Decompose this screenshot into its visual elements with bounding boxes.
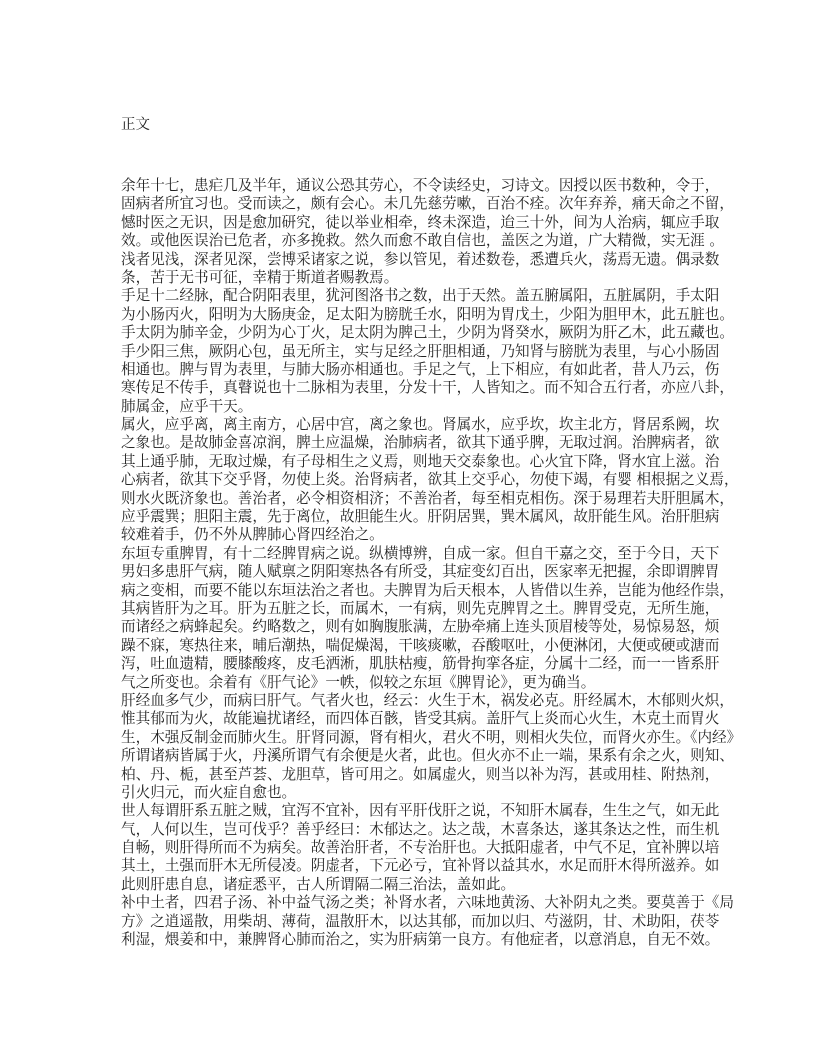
text-line: 利湿，煨姜和中，兼脾肾心肺而治之，实为肝病第一良方。有他症者，以意消息，自无不效。 xyxy=(121,931,720,949)
body-text xyxy=(121,177,742,949)
text-line: 属火，应乎离，离主南方，心居中宫，离之象也。肾属水，应乎坎，坎主北方，肾居系阙，坎 xyxy=(121,416,720,434)
text-line: 其上通乎肺，无取过燥，有子母相生之义焉，则地天交泰象也。心火宜下降，肾水宜上滋。治 xyxy=(121,452,720,470)
text-line: 气之所变也。余着有《肝气论》一帙，似较之东垣《脾胃论》，更为确当。 xyxy=(121,673,596,691)
text-line: 心病者，欲其下交乎肾，勿使上炎。治肾病者，欲其上交乎心，勿使下竭，有婴 相根据之义焉， xyxy=(121,471,739,489)
text-line: 自畅，则肝得所而不为病矣。故善治肝者，不专治肝也。大抵阳虚者，中气不足，宜补脾以培 xyxy=(121,839,720,857)
text-line: 气，人何以生，岂可伐乎？善乎经曰：木郁达之。达之哉，木喜条达，遂其条达之性，而生机 xyxy=(121,820,720,838)
text-line: 余年十七，患疟几及半年，通议公恐其劳心，不令读经史，习诗文。因授以医书数种，令于， xyxy=(121,177,720,194)
text-line: 手足十二经脉，配合阴阳表里，犹河图洛书之数，出于天然。盖五腑属阳，五脏属阴，手太阳 xyxy=(121,287,720,305)
text-line: 浅者见浅，深者见深，尝博采诸家之说，参以管见，着述数卷，悉遭兵火，荡焉无遗。偶录数 xyxy=(121,250,720,268)
text-line: 条，苦于无书可征，幸精于斯道者赐教焉。 xyxy=(121,268,399,286)
text-line: 则水火既济象也。善治者，必令相资相济；不善治者，每至相克相伤。深于易理若夫肝胆属木， xyxy=(121,489,734,507)
text-line: 而诸经之病蜂起矣。约略数之，则有如胸腹胀满，左胁牵痛上连头顶眉棱等处，易惊易怒，烦 xyxy=(121,618,720,636)
text-line: 男妇多患肝气病，随人赋禀之阴阳寒热各有所受，其症变幻百出，医家率无把握，余即谓脾胃 xyxy=(121,563,720,581)
text-line: 惟其郁而为火，故能遍扰诸经，而四体百骸，皆受其病。盖肝气上炎而心火生，木克土而胃火 xyxy=(121,710,720,728)
text-line: 之象也。是故肺金喜凉润，脾土应温燥，治肺病者，欲其下通乎脾，无取过润。治脾病者，欲 xyxy=(121,434,720,452)
text-line: 效。或他医误治已危者，亦多挽救。然久而愈不敢自信也，盖医之为道，广大精微，实无涯 。 xyxy=(121,232,724,250)
text-line: 其土，土强而肝木无所侵凌。阴虚者，下元必亏，宜补肾以益其水，水足而肝木得所滋养。如 xyxy=(121,857,720,875)
text-line: 手少阳三焦，厥阴心包，虽无所主，实与足经之肝胆相通，乃知肾与膀胱为表里，与心小肠固 xyxy=(121,342,720,360)
paragraph xyxy=(121,544,734,692)
text-line: 相通也。脾与胃为表里，与肺大肠亦相通也。手足之气，上下相应，有如此者，昔人乃云，伤 xyxy=(121,360,720,378)
paragraph xyxy=(121,177,734,287)
text-line: 引火归元，而火症自愈也。 xyxy=(121,783,297,801)
paragraph xyxy=(121,287,734,416)
text-line: 此则肝患自息，诸症悉平，古人所谓隔二隔三治法，盖如此。 xyxy=(121,875,516,893)
paragraph xyxy=(121,894,734,949)
paragraph xyxy=(121,416,739,545)
text-line: 憾时医之无识，因是愈加研究，徒以举业相牵，终未深造，迨三十外，间为人治病，辄应手取 xyxy=(121,213,720,231)
text-line: 躁不寐，寒热往来，晡后潮热，喘促燥渴，干咳痰嗽，吞酸呕吐，小便淋闭，大便或硬或溏而 xyxy=(121,636,720,654)
text-line: 生，木强反制金而肺火生。肝肾同源，肾有相火，君火不明，则相火失位，而肾火亦生。《内经》 xyxy=(121,728,742,746)
text-line: 病之变相，而要不能以东垣法治之者也。夫脾胃为后天根本，人皆借以生养，岂能为他经作祟， xyxy=(121,581,734,599)
text-line: 方》之逍遥散，用柴胡、薄荷，温散肝木，以达其郁，而加以归、芍滋阴，甘、术助阳，茯苓 xyxy=(121,912,720,930)
text-line: 其病皆肝为之耳。肝为五脏之长，而属木，一有病，则先克脾胃之土。脾胃受克，无所生施， xyxy=(121,599,720,617)
text-line: 肝经血多气少，而病曰肝气。气者火也，经云：火生于木，祸发必克。肝经属木，木郁则火炽， xyxy=(121,691,734,709)
text-line: 较难着手，仍不外从脾肺心肾四经治之。 xyxy=(121,526,384,544)
text-line: 泻，吐血遗精，腰膝酸疼，皮毛洒淅，肌肤枯瘦，筋骨拘挛各症，分属十二经，而一一皆系肝 xyxy=(121,655,720,673)
text-line: 手太阴为肺辛金，少阴为心丁火，足太阴为脾己土，少阴为肾癸水，厥阴为肝乙木，此五藏也。 xyxy=(121,324,734,342)
section-heading: 正文 xyxy=(121,117,150,133)
text-line: 东垣专重脾胃，有十二经脾胃病之说。纵横博辨，自成一家。但自干嘉之交，至于今日，天下 xyxy=(121,544,720,562)
text-line: 所谓诸病皆属于火，丹溪所谓气有余便是火者，此也。但火亦不止一端，果系有余之火，则知、 xyxy=(121,747,734,765)
text-line: 为小肠丙火，阳明为大肠庚金，足太阳为膀胱壬水，阳明为胃戊土，少阳为胆甲木，此五脏也。 xyxy=(121,305,734,323)
text-line: 补中土者，四君子汤、补中益气汤之类；补肾水者，六味地黄汤、大补阴丸之类。要莫善于《局 xyxy=(121,894,734,912)
paragraph xyxy=(121,802,720,894)
text-line: 世人每谓肝系五脏之贼，宜泻不宜补，因有平肝伐肝之说，不知肝木属春，生生之气，如无此 xyxy=(121,802,720,820)
text-line: 寒传足不传手，真瞽说也十二脉相为表里，分发十干，人皆知之。而不知合五行者，亦应八卦， xyxy=(121,379,734,397)
text-line: 肺属金，应乎干天。 xyxy=(121,397,253,415)
paragraph xyxy=(121,691,742,802)
text-line: 柏、丹、栀，甚至芦荟、龙胆草，皆可用之。如属虚火，则当以补为泻，甚或用桂、附热剂， xyxy=(121,765,720,783)
text-line: 应乎震巽；胆阳主震，先于离位，故胆能生火。肝阴居巽，巽木属风，故肝能生风。治肝胆病 xyxy=(121,508,720,526)
text-line: 固病者所宜习也。受而读之，颇有会心。未几先慈劳嗽，百治不痊。次年弃养，痛天命之不留， xyxy=(121,195,734,213)
